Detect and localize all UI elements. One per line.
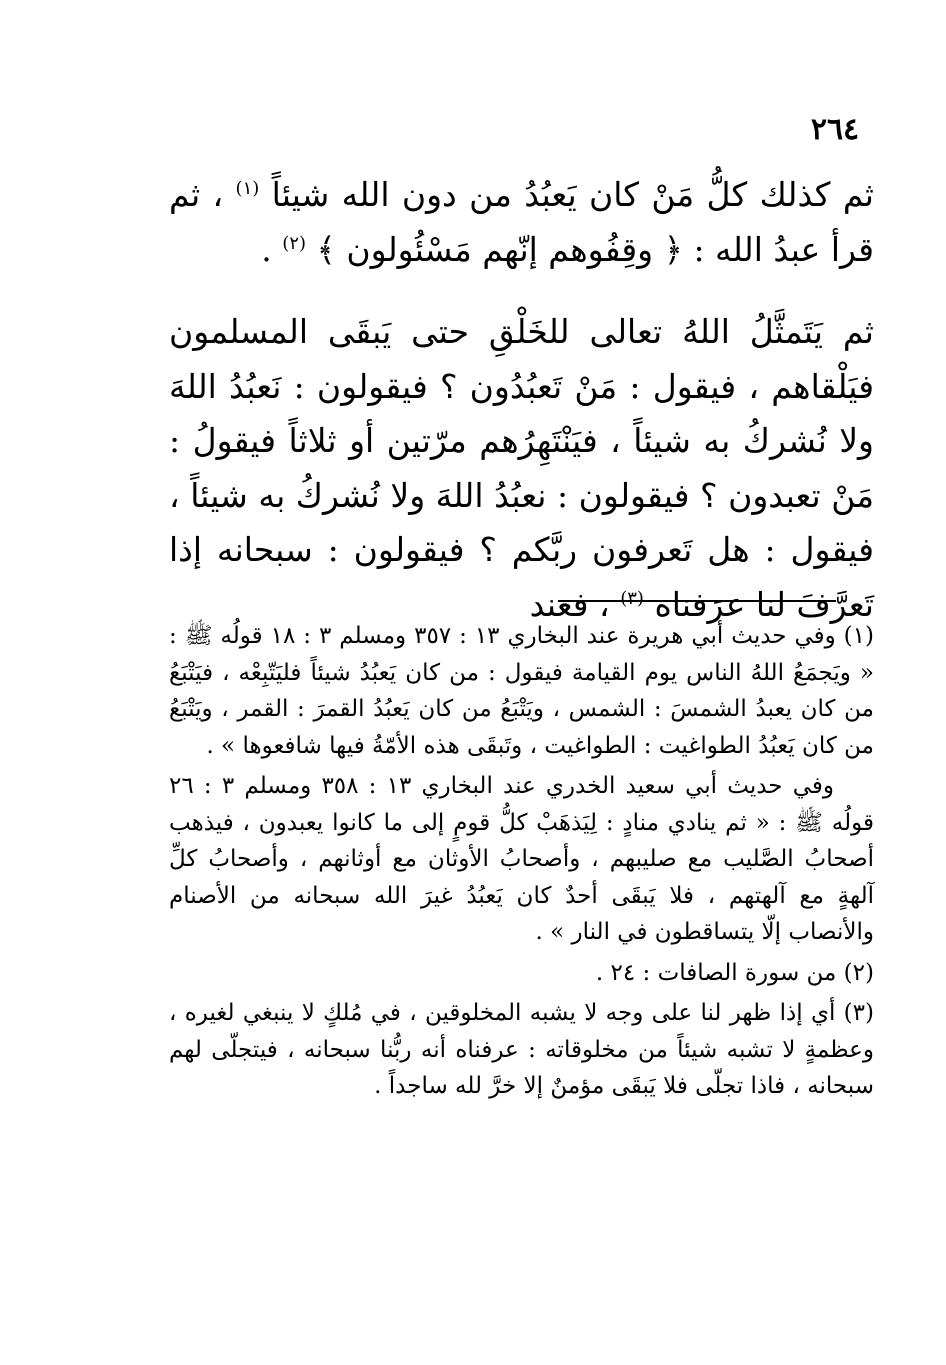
footnote: وفي حديث أبي سعيد الخدري عند البخاري ١٣ : ٣٥٨ ومسلم ٣ : ٢٦ قولُه ﷺ : « ثم ينادي منادٍ : لِيَذهَبْ كلُّ قومٍ إلى ما كانوا يعبدون ، فيذهب أصحابُ الصَّليب مع صليبهم ، وأصحابُ الأوثان مع أوثانهم ، وأصحابُ كلِّ آلهةٍ مع آلهتهم ، فلا يَبقَى أحدٌ كان يَعبُدُ غيرَ الله سبحانه من الأصنام والأنصاب إلّا يتساقطون في النار » . (169, 773, 874, 945)
paragraph-text: ثم يَتَمثَّلُ اللهُ تعالى للخَلْقِ حتى يَبقَى المسلمون فيَلْقاهم ، فيقول : مَنْ تَعبُدُون ؟ فيقولون : نَعبُدُ اللهَ ولا نُشركُ به شيئاً ، فيَنْتَهِرُهم مرّتين أو ثلاثاً فيقولُ : مَنْ تعبدون ؟ فيقولون : نعبُدُ اللهَ ولا نُشركُ به شيئاً ، فيقول : هل تَعرفون ربَّكم ؟ فيقولون : سبحانه إذا تَعرَّفَ لنا عرَفناه (169, 312, 874, 624)
footnote: (٣) أي إذا ظهر لنا على وجه لا يشبه المخلوقين ، في مُلكٍ لا ينبغي لغيره ، وعظمةٍ لا تشبه شيئاً من مخلوقاته : عرفناه أنه ربُّنا سبحانه ، فيتجلّى لهم سبحانه ، فاذا تجلّى فلا يَبقَى مؤمنٌ إلا خرَّ لله ساجداً . (169, 1000, 874, 1099)
paragraph-text: . (261, 229, 272, 269)
page-number: ٢٦٤ (810, 112, 860, 147)
paragraph-text: ثم كذلك كلُّ مَنْ كان يَعبُدُ من دون الله شيئاً (271, 175, 874, 214)
paragraph-text: ، فعند (529, 584, 610, 624)
main-paragraph (169, 305, 874, 632)
main-paragraph (169, 168, 874, 277)
footnote-ref: (١) (235, 178, 260, 199)
main-text (169, 168, 874, 660)
footnote: (٢) من سورة الصافات : ٢٤ . (595, 959, 874, 986)
footnote: (١) وفي حديث أبي هريرة عند البخاري ١٣ : ٣٥٧ ومسلم ٣ : ١٨ قولُه ﷺ : « ويَجمَعُ اللهُ الناس يوم القيامة فيقول : من كان يَعبُدُ شيئاً فليَتّبِعْه ، فيَتْبَعُ من كان يعبدُ الشمسَ : الشمس ، ويَتْبَعُ من كان يَعبُدُ القمرَ : القمر ، ويَتْبَعُ من كان يَعبُدُ الطواغيت : الطواغيت ، وتَبقَى هذه الأمّةُ فيها شافعوها » . (169, 623, 874, 759)
paragraph-text: ، ثم قرأ عبدُ الله : ﴿ وقِفُوهم إنّهم مَسْئُولون ﴾ (169, 175, 874, 269)
footnotes (169, 618, 874, 1109)
footnote-separator (558, 600, 836, 602)
footnote-ref: (٣) (620, 587, 644, 609)
footnote-ref: (٢) (282, 232, 307, 254)
